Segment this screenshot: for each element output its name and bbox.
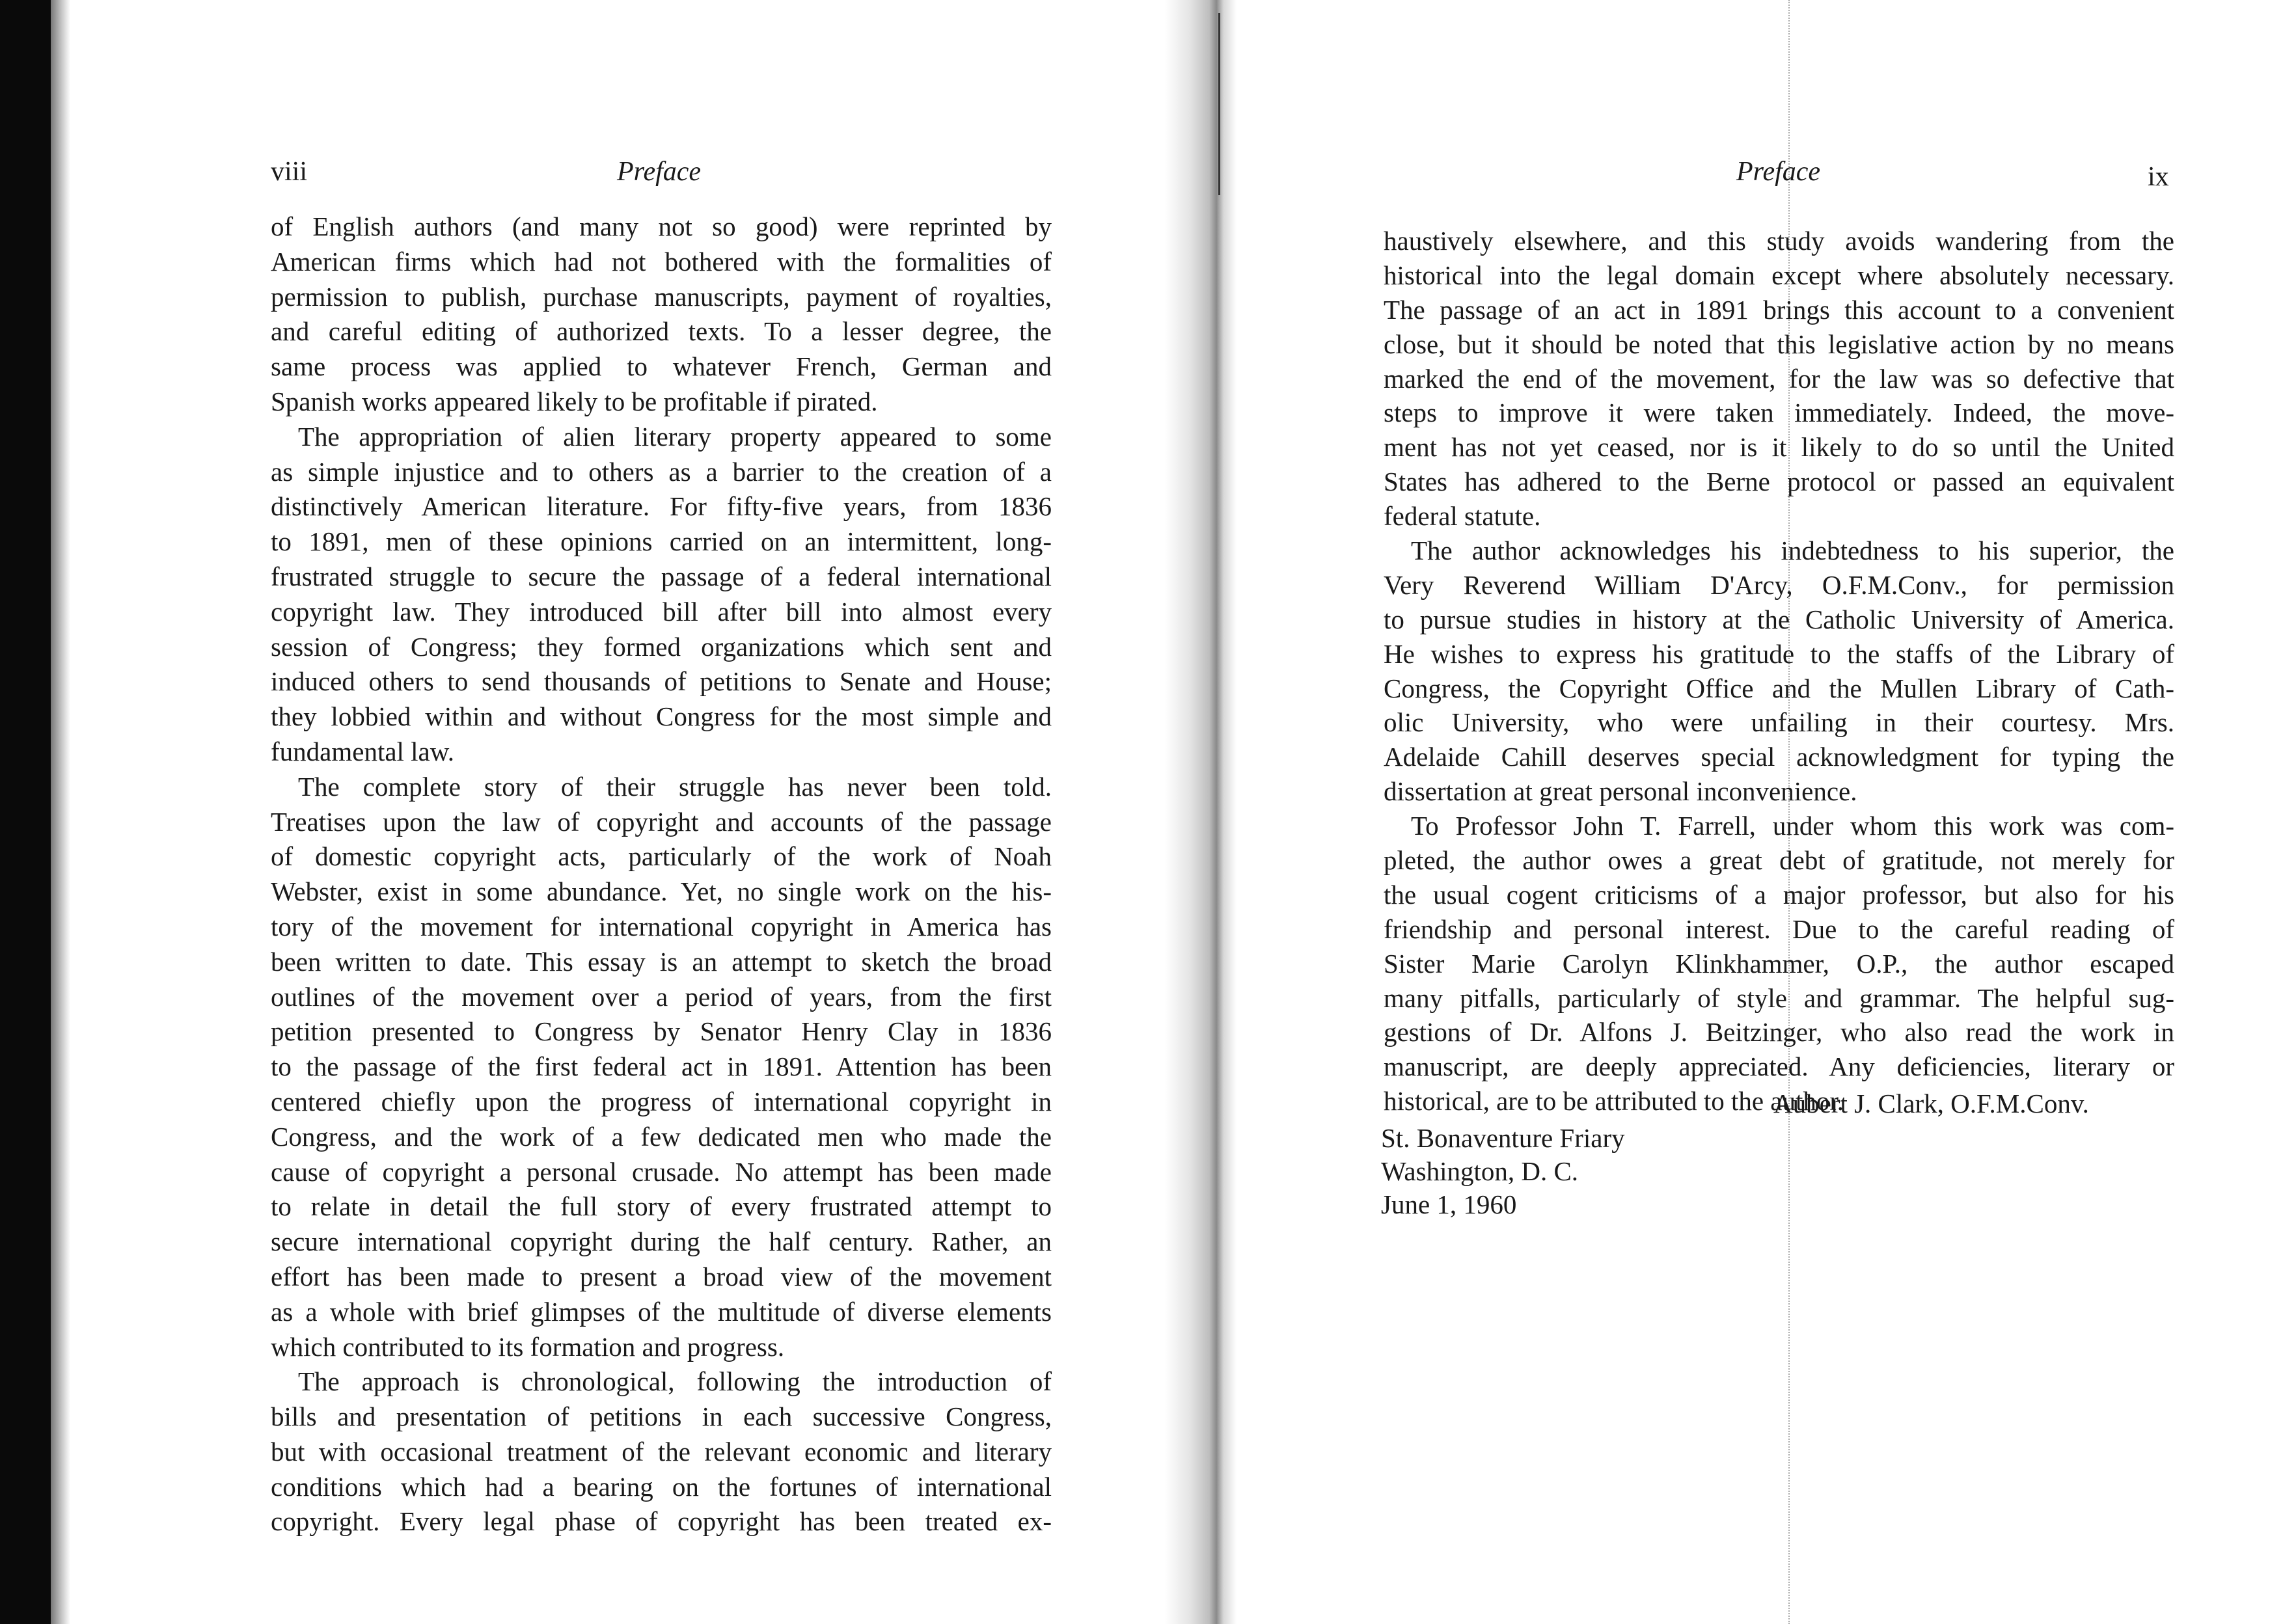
text-line: permission to publish, purchase manuscripts, payment of royalties, [271, 281, 1052, 312]
text-line: and careful editing of authorized texts. To a lesser degree, the [271, 316, 1052, 347]
text-line: haustively elsewhere, and this study avoids wandering from the [1384, 226, 2174, 256]
text-line: conditions which had a bearing on the fortunes of international [271, 1471, 1052, 1502]
book-gutter [1165, 0, 1237, 1624]
running-title: Preface [617, 157, 702, 187]
text-line: which contributed to its formation and progress. [271, 1331, 785, 1362]
text-line: The approach is chronological, following the introduction of [298, 1366, 1052, 1397]
text-line: Very Reverend William D'Arcy, O.F.M.Conv., for permission [1384, 569, 2174, 600]
text-line: same process was applied to whatever French, German and [271, 351, 1052, 382]
text-line: dissertation at great personal inconvenience. [1384, 776, 1857, 807]
author-signature: Aubert J. Clark, O.F.M.Conv. [1773, 1089, 2089, 1118]
text-line: He wishes to express his gratitude to the staffs of the Library of [1384, 638, 2174, 669]
text-line: close, but it should be noted that this legislative action by no means [1384, 329, 2174, 359]
text-line: the usual cogent criticisms of a major professor, but also for his [1384, 879, 2174, 910]
text-line: steps to improve it were taken immediately. Indeed, the move- [1384, 398, 2174, 428]
paragraph [1384, 809, 2174, 1118]
text-line: The passage of an act in 1891 brings this account to a convenient [1384, 294, 2174, 325]
date-line: June 1, 1960 [1381, 1189, 1517, 1219]
paragraph [271, 210, 1052, 420]
text-line: to relate in detail the full story of every frustrated attempt to [271, 1191, 1052, 1222]
text-line: To Professor John T. Farrell, under whom this work was com- [1411, 811, 2174, 841]
text-line: federal statute. [1384, 501, 1541, 532]
paragraph [271, 770, 1052, 1365]
text-line: pleted, the author owes a great debt of gratitude, not merely for [1384, 845, 2174, 876]
address-line: St. Bonaventure Friary [1381, 1123, 1625, 1153]
text-line: Adelaide Cahill deserves special acknowledgment for typing the [1384, 742, 2174, 772]
text-line: States has adhered to the Berne protocol or passed an equivalent [1384, 467, 2174, 497]
text-line: outlines of the movement over a period of years, from the first [271, 981, 1052, 1012]
running-title: Preface [1736, 157, 1821, 187]
scan-edge-shadow [0, 0, 51, 1624]
text-line: distinctively American literature. For fifty-five years, from 1836 [271, 491, 1052, 522]
text-line: but with occasional treatment of the relevant economic and literary [271, 1436, 1052, 1467]
text-line: manuscript, are deeply appreciated. Any deficiencies, literary or [1384, 1051, 2174, 1082]
spine-line [1218, 13, 1220, 195]
text-line: tory of the movement for international copyright in America has [271, 911, 1052, 941]
text-line: session of Congress; they formed organizations which sent and [271, 631, 1052, 662]
paragraph [271, 420, 1052, 770]
text-line: American firms which had not bothered with the formalities of [271, 246, 1052, 277]
paragraph [1384, 534, 2174, 809]
text-line: Congress, and the work of a few dedicated men who made the [271, 1121, 1052, 1152]
text-line: Congress, the Copyright Office and the Mullen Library of Cath- [1384, 673, 2174, 703]
text-line: historical, are to be attributed to the author. [1384, 1086, 1844, 1116]
text-line: cause of copyright a personal crusade. No attempt has been made [271, 1156, 1052, 1187]
text-line: The author acknowledges his indebtedness to his superior, the [1411, 535, 2174, 566]
page-body [271, 210, 1052, 1539]
address-block [1381, 1122, 1625, 1221]
text-line: many pitfalls, particularly of style and grammar. The helpful sug- [1384, 982, 2174, 1013]
page-body [1384, 224, 2174, 1118]
text-line: The appropriation of alien literary property appeared to some [298, 421, 1052, 452]
text-line: been written to date. This essay is an attempt to sketch the broad [271, 946, 1052, 977]
text-line: The complete story of their struggle has never been told. [298, 771, 1052, 802]
text-line: bills and presentation of petitions in each successive Congress, [271, 1401, 1052, 1432]
text-line: Spanish works appeared likely to be profitable if pirated. [271, 386, 878, 416]
text-line: to pursue studies in history at the Catholic University of America. [1384, 604, 2174, 634]
text-line: copyright. Every legal phase of copyright has been treated ex- [271, 1506, 1052, 1537]
scan-edge-gradient [51, 0, 70, 1624]
text-line: ment has not yet ceased, nor is it likely to do so until the United [1384, 432, 2174, 463]
text-line: friendship and personal interest. Due to the careful reading of [1384, 914, 2174, 944]
text-line: Webster, exist in some abundance. Yet, no single work on the his- [271, 876, 1052, 907]
text-line: gestions of Dr. Alfons J. Beitzinger, who also read the work in [1384, 1017, 2174, 1048]
text-line: effort has been made to present a broad view of the movement [271, 1261, 1052, 1292]
page-number: viii [271, 157, 308, 187]
paragraph [1384, 224, 2174, 534]
text-line: marked the end of the movement, for the law was so defective that [1384, 363, 2174, 394]
text-line: to the passage of the first federal act in 1891. Attention has been [271, 1051, 1052, 1082]
paragraph [271, 1364, 1052, 1539]
text-line: Treatises upon the law of copyright and accounts of the passage [271, 806, 1052, 837]
text-line: olic University, who were unfailing in their courtesy. Mrs. [1384, 707, 2174, 738]
text-line: copyright law. They introduced bill after bill into almost every [271, 596, 1052, 627]
text-line: they lobbied within and without Congress for the most simple and [271, 701, 1052, 732]
text-line: to 1891, men of these opinions carried on an intermittent, long- [271, 526, 1052, 557]
text-line: petition presented to Congress by Senator Henry Clay in 1836 [271, 1016, 1052, 1047]
text-line: as a whole with brief glimpses of the multitude of diverse elements [271, 1296, 1052, 1327]
text-line: historical into the legal domain except where absolutely necessary. [1384, 260, 2174, 290]
text-line: centered chiefly upon the progress of international copyright in [271, 1086, 1052, 1116]
text-line: fundamental law. [271, 736, 454, 766]
text-line: Sister Marie Carolyn Klinkhammer, O.P., the author escaped [1384, 948, 2174, 979]
text-line: induced others to send thousands of petitions to Senate and House; [271, 666, 1052, 697]
text-line: of English authors (and many not so good) were reprinted by [271, 211, 1052, 241]
page-number: ix [2148, 162, 2169, 192]
text-line: of domestic copyright acts, particularly of the work of Noah [271, 841, 1052, 872]
text-line: as simple injustice and to others as a barrier to the creation of a [271, 456, 1052, 487]
address-line: Washington, D. C. [1381, 1156, 1579, 1186]
text-line: frustrated struggle to secure the passage of a federal international [271, 561, 1052, 591]
text-line: secure international copyright during the half century. Rather, an [271, 1226, 1052, 1257]
